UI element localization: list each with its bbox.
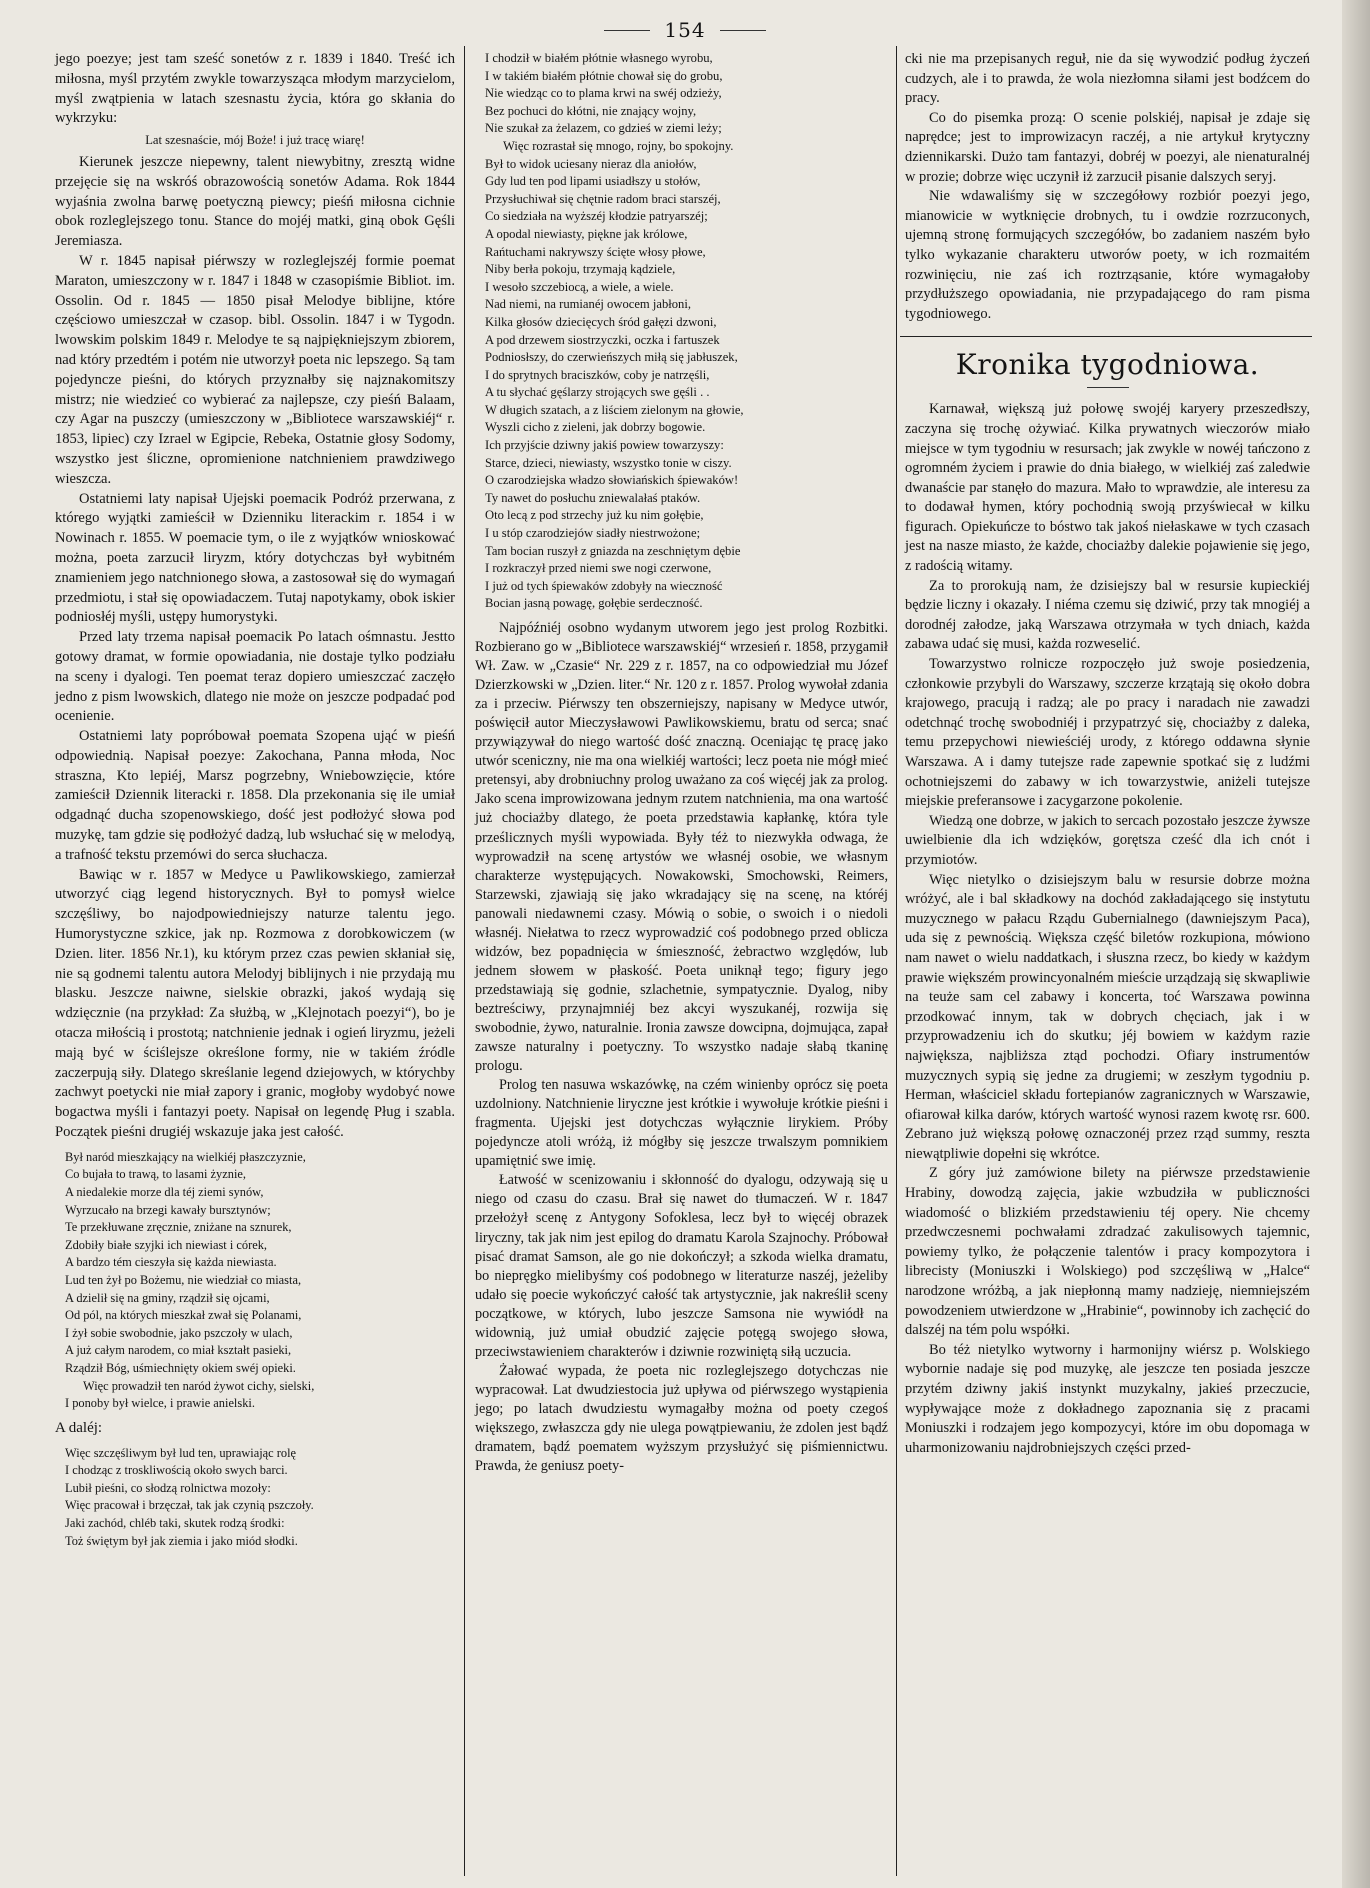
header-dash-right [720,30,766,31]
paragraph: Co do pisemka prozą: O scenie polskiéj, napisał je zdaje się naprędce; jest to improwizacyn raczéj, a nie artykuł krytyczny dziennikarski. Dużo tam fantazyi, dobréj w poezyi, ale nienaturalnéj w prozie; dobrze więc uczynił iż zarzucił pisanie dalszych seryj. [905,109,1310,185]
verse-line: Nad niemi, na rumianéj owocem jabłoni, [485,297,691,312]
verse-line: Więc szczęśliwym był lud ten, uprawiając rolę [65,1445,297,1460]
verse-line: O czarodziejska władzo słowiańskich śpiewaków! [485,473,739,488]
paragraph: W r. 1845 napisał piérwszy w rozleglejszéj formie poemat Maraton, umieszczony w r. 1847 i 1848 w czasopiśmie Bibliot. im. Ossolin. Od r. 1845 — 1850 pisał Melodye biblijne, które częściowo umieszczał w czasop. bibl. Ossolin. 1847 i w Tygodn. lwowskim polskim 1849 r. Melodye te są najpiękniejszym zbiorem, nad który przedtém i potém nie utworzył poeta nic lepszego. Są tam pojedyncze pieśni, do których przyznałby się najznakomitszy mistrz; nie wiedzieć co wybierać za najlepsze, czy pieśń Balaam, czy Agar na puszczy (umieszczony w „Bibliotece warszawskiéj“ r. 1853, lipiec) czy Izrael w Egipcie, Rebeka, Ostatnie głosy Sodomy, wszystko jest śliczne, opromienione natchnieniem prawdziwego wieszcza. [55,252,455,487]
column-divider-left [464,46,465,1876]
paragraph: Za to prorokują nam, że dzisiejszy bal w resursie kupieckiéj będzie liczny i okazały. I niéma czemu się dziwić, przy tak mnogiéj a dorodnéj załodze, jaką Warszawa otrzymała w tych dniach, każda zabawa udać się musi, każda rozweselić. [905,577,1310,653]
verse-line: Był to widok uciesany nieraz dla aniołów, [485,156,697,171]
paragraph: Z góry już zamówione bilety na piérwsze przedstawienie Hrabiny, dowodzą zajęcia, jakie wzbudziła w publiczności wiadomość o blizkiém przedstawieniu téj opery. Nie chcemy przedwczesnemi pochwałami zdradzać zakulisowych tajemnic, powiemy tylko, że połączenie talentów i pracy kompozytora i librecisty (Moniuszki i Wolskiego) pod szczęśliwą w „Halce“ narodzone wróżbą, a jak niepłonną mamy nadzieję, niemniejszém powodzeniem utwierdzone w „Hrabinie“, powinnoby ich zachęcić do dalszéj na tém polu współki. [905,1165,1310,1339]
verse-line: Gdy lud ten pod lipami usiadłszy u stołów, [485,174,701,189]
verse-line: Od pól, na których mieszkał zwał się Polanami, [65,1308,302,1323]
verse-line: Ty nawet do posłuchu zniewalałaś ptaków. [485,490,701,505]
paragraph: Kierunek jeszcze niepewny, talent niewybitny, zresztą widne przejęcie się na wskróś obrazowością sonetów Adama. Rok 1844 wyjaśnia zwolna barwę poetyczną piewcy; pieśń miłosna cichnie obok rozleglejszego tonu. Stance do mojéj matki, giną obok Gęśli Jeremiasza. [55,153,455,250]
verse-line: A bardzo tém cieszyła się każda niewiasta. [65,1255,277,1270]
page-number: 154 [664,18,706,42]
paragraph: Ostatniemi laty napisał Ujejski poemacik Podróż przerwana, z którego wyjątki zamieścił w Dzienniku literackim r. 1854 i w Nowinach r. 1855. W poemacie tym, o ile z wyjątków wnioskować można, poeta zarzucił liryzm, który dotychczas był wybitném znamieniem jego natchnionego słowa, a zastosował się do wymagań przedmiotu, i stał się opowiadaczem. Tutaj napotykamy, obok iskier podniosłéj myśli, ustępy humorystyki. [55,490,455,626]
verse-line: Niby berła pokoju, trzymają kądziele, [485,262,676,277]
continuation-label: A daléj: [55,1419,103,1436]
verse-line: Więc prowadził ten naród żywot cichy, sielski, [83,1378,315,1393]
verse-line: I żył sobie swobodnie, jako pszczoły w ulach, [65,1325,293,1340]
verse-line: Lubił pieśni, co słodzą rolnictwa mozoły: [65,1480,271,1495]
verse-line: I ponoby był wielce, i prawie anielski. [65,1396,255,1411]
verse-line: Więc rozrastał się mnogo, rojny, bo spokojny. [503,138,734,153]
paragraph: Łatwość w scenizowaniu i skłonność do dyalogu, odzywają się u niego od czasu do czasu. Brał się nawet do tłumaczeń. W r. 1847 przełożył scenę z Antygony Sofoklesa, lecz był to więcéj obrazek liryczny, tak jak nim jest epilog do dramatu Karola Szajnochy. Próbował pisać dramat Samson, ale go nie dokończył; a szkoda wielka dramatu, bo niepręgko mielibyśmy coś podobnego w literaturze naszéj, jeżeliby udało się poecie wykończyć całość tak artystycznie, jak nakreślił sceny początkowe, w których, lubo jeszcze Samsona nie wywiódł na widownią, już umiał obudzić zajęcie potęgą swojego słowa, przeciwstawieniem charakterów i dziwnie rozwiniętą siłą uczucia. [475,1172,888,1360]
verse-line: Co bujała to trawą, to lasami żyznie, [65,1167,246,1182]
paragraph: Najpóźniéj osobno wydanym utworem jego jest prolog Rozbitki. Rozbierano go w „Bibliotece warszawskiéj“ wrzesień r. 1858, przygamił Wł. Zaw. w „Czasie“ Nr. 229 z r. 1857, na co odpowiedział mu Józef Dzierzkowski w „Dzien. liter.“ Nr. 120 z r. 1857. Prolog wywołał zdania za i przeciw. Piérwszy ten obszerniejszy, napisany w Medyce utwór, poświęcił autor Mieczysławowi Pawlikowskiemu, bratu od serca; snać przywiązywał do niego wartość dość znaczną. Oceniając tę pracę jako utwór sceniczny, nie ma ona wielkiéj wartości; lecz poeta nie mógł mieć pretensyi, aby drobniuchny prolog uważano za coś więcéj jak za prolog. Jako scena improwizowana jednym rzutem natchnienia, ma ona wartość już chociażby dlatego, że poeta przedstawia kapłankę, która tyle prześlicznych myśli wypowiada. Były téż to niezwykła odwaga, że wyprowadził na scenę artystów we własnéj osobie, we własnym charakterze występujących. Nowakowski, Smochowski, Reimers, Starzewski, zjawiają się jako wkradający się na scenę, na któréj panowali niedawnemi czasy. Mówią o sobie, o swoich i o niedoli własnéj. Niełatwa to rzecz wyprowadzić coś podobnego przed oblicza widzów, bez popadnięcia w śmieszność, żebractwo względów, lub jednem słowem w płaskość. Poeta uniknął tego; figury jego przedstawiają się godnie, szlachetnie, sympatycznie. Dyalog, niby beztreściwy, przynajmniéj bez akcyi wyszukanéj, rozwija się swobodnie, żywo, naturalnie. Ironia zawsze dowcipna, dojmująca, zapał zawsze naturalny i poetyczny. To wszystko nadaje słabą tkaninę prologu. [475,620,888,1075]
verse-line: I u stóp czarodziejów siadły niestrwożone; [485,526,701,541]
verse-line: Lud ten żył po Bożemu, nie wiedział co miasta, [65,1272,302,1287]
section-title: Kronika tygodniowa. [955,348,1260,382]
paragraph: Bawiąc w r. 1857 w Medyce u Pawlikowskiego, zamierzał utworzyć ciąg legend historycznych. Był to pomysł wielce szczęśliwy, bo najodpowiedniejszy naturze talentu jego. Humorystyczne szkice, jak np. Rozmowa z dorobkowiczem (w Dzien. liter. 1856 Nr.1), ku którym przez czas pewien skłaniał się, nie są godnemi talentu autora Melodyj biblijnych i nie przydają mu blasku. Jeszcze naiwne, sielskie obrazki, jakoś wydają się wdzięcznie (na przykład: Za służbą, w „Klejnotach poezyi“), bo je otacza miłością i prostotą; natchnienie jednak i ogień liryzmu, jeżeli mają być w ściślejsze określone formy, nie w takiém źródle zaczerpują siły. Dlatego skreślanie legend dziejowych, w którychby zachwyt poetycki nie miał zapory i granic, mogłoby wydobyć nowe bogactwa myśli i fantazyi poety. Napisał on legendę Pług i szabla. Początek pieśni drugiéj wskazuje jaka jest całość. [55,866,455,1141]
verse-line: Rańtuchami nakrywszy ścięte włosy płowe, [485,244,706,259]
paragraph: Żałować wypada, że poeta nic rozleglejszego dotychczas nie wypracował. Lat dwudziestocia już upływa od piérwszego wystąpienia jego; po latach dwudziestu wymagałby można od poety czegoś większego, zwłaszcza gdy nie ulega powątpiewaniu, że zdolen jest bądź dramatem, bądź poematem wyższym przysłużyć się piśmiennictwu. Prawda, że geniusz poety- [475,1362,888,1475]
column-divider-right [896,46,897,1876]
verse-line: Podniosłszy, do czerwieńszych miłą się jabłuszek, [485,350,738,365]
paragraph: Towarzystwo rolnicze rozpoczęło już swoje posiedzenia, członkowie przybyli do Warszawy, szczerze krzątają się około dobra krajowego, pracują i radzą; ale po pracy i naradach nie zawadzi odetchnąć trochę swobodniéj i przypatrzyć się, chociażby z daleka, temu przepychowi niewieściéj urody, z którego oddawna słynie Warszawa. A i damy tutejsze rade zapewnie spotkać się z ludźmi ochotniejszemi do zabawy w ich towarzystwie, aniżeli tutejsze miejskie preferansowe i zacygarzone pokolenie. [905,656,1310,810]
verse-line: Oto lecą z pod strzechy już ku nim gołębie, [485,508,704,523]
verse-line: Wyrzucało na brzegi kawały bursztynów; [65,1202,271,1217]
verse-line: A niedalekie morze dla téj ziemi synów, [65,1185,264,1200]
verse-line: I chodził w białém płótnie własnego wyrobu, [485,51,713,65]
paragraph: jego poezye; jest tam sześć sonetów z r. 1839 i 1840. Treść ich miłosna, myśl przytém zwykle towarzysząca młodym marzycielom, myśl zwątpienia w latach szesnastu życia, która go skłania do wykrzyku: [55,51,455,127]
verse-line: Toż świętym był jak ziemia i jako miód słodki. [65,1533,298,1548]
verse-line: Wyszli cicho z zieleni, jak dobrzy bogowie. [485,420,706,435]
verse-line: I chodząc z troskliwością około swych barci. [65,1463,288,1478]
title-dash [1087,387,1129,388]
verse-line: Bez pochuci do kłótni, nie znający wojny, [485,103,697,118]
verse-line: I do sprytnych braciszków, coby je natrzęśli, [485,367,710,382]
verse-line: Nie wiedząc co to plama krwi na swéj odzieży, [485,86,722,101]
verse-line: A tu słychać gęślarzy strojących swe gęśli . . [485,385,710,400]
paragraph: Nie wdawaliśmy się w szczegółowy rozbiór poezyi jego, mianowicie w wytknięcie drobnych, tu i owdzie rozrzuconych, ujemną stronę formujących szczegółów, bo zadaniem naszém było tylko wykazanie charakteru utworów poety, w ich rozmaitém rozwinięciu, nie zaś ich roztrząsanie, które wymagałoby przydłuższego opowiadania, nie przypadającego do ram pisma tygodniowego. [905,188,1310,322]
middle-column [475,50,888,1476]
verse-line: Przysłuchiwał się chętnie radom braci starszéj, [485,191,721,206]
section-rule [900,336,1312,337]
verse-line: Bocian jasną powagę, gołębie serdeczność. [485,596,703,611]
paragraph: Prolog ten nasuwa wskazówkę, na czém winienby oprócz się poeta uzdolniony. Natchnienie liryczne jest krótkie i wywołuje krótkie pieśni i fragmenta. Ujejski jest dotychczas wyłącznie lirykiem. Próby pojedyncze atoli wróżą, iż mógłby się jeszcze trwalszym pomnikiem upamiętnić swe imię. [475,1077,888,1170]
paragraph: Bo téż nietylko wytworny i harmonijny wiérsz p. Wolskiego wybornie nadaje się pod muzykę, ale jeszcze ten posiada jeszcze przytém dziwny jakiś instynkt muzykalny, jakieś przeczucie, wypływające może z dokładnego zapoznania się z pracami Moniuszki i rodzajem jego kompozycyi, które im obu dopomaga w uharmonizowaniu najdrobniejszych części przed- [905,1341,1310,1456]
paragraph: Przed laty trzema napisał poemacik Po latach ośmnastu. Jestto gotowy dramat, w formie opowiadania, nie dostaje tylko podziału na sceny i dyalogi. Ten poemat teraz dopiero umieszczać zaczęło jedno z pism lwowskich, dlatego nie może on jeszcze podpadać pod ocenienie. [55,629,455,725]
verse-line: Więc pracował i brzęczał, tak jak czynią pszczoły. [65,1498,314,1513]
verse-line: A opodal niewiasty, piękne jak królowe, [485,226,688,241]
page-header [0,18,1370,42]
verse-line: Kilka głosów dziecięcych śród gałęzi dzwoni, [485,314,717,329]
paragraph: Ostatniemi laty popróbował poemata Szopena ująć w pieśń odpowiednią. Napisał poezye: Zakochana, Panna młoda, Noc straszna, Kto lepiéj, Marsz pogrzebny, Wniebowzięcie, które zamieścił Dziennik literacki r. 1858. Dla przekonania się ile umiał odgadnąć ducha szopenowskiego, dość jest podłożyć słowa pod muzykę, tam gdzie się podłożyć dadzą, lub wsłuchać się w melodyą, a trafność tekstu przemówi do serca słuchacza. [55,728,455,863]
verse-line: A pod drzewem siostrzyczki, oczka i fartuszek [485,332,720,347]
paragraph: cki nie ma przepisanych reguł, nie da się wywodzić podług życzeń cudzych, ale i to prawda, że wola niezłomna siłami jest bodźcem do pracy. [905,51,1310,107]
page-edge-shadow [1342,0,1370,1888]
verse-line: A dzielił się na gminy, rządził się ojcami, [65,1290,270,1305]
verse-line: Zdobiły białe szyjki ich niewiast i córek, [65,1237,267,1252]
verse-block [55,1445,455,1551]
verse-line: Nie szukał za żelazem, co gdzieś w ziemi leży; [485,121,722,136]
paragraph: Więc nietylko o dzisiejszym balu w resursie dobrze można wróżyć, ale i bal składkowy na dochód zakładającego się instytutu muzycznego w pałacu Rządu Gubernialnego (dawniejszym Paca), uda się z pewnością. Większa część biletów rozkupiona, mówiono nam nawet o wielu naddatkach, i słuszna rzecz, bo kiedy w każdym prawie większém prowincyonalném mieście urządzają się skwapliwie na teuże sam cel zabawy i koncerta, toć Warszawa powinna przodkować innym, tak w dobrych chęciach, jak i w przyprowadzeniu ich do skutku; jéj bowiem w każdym razie największa, najbliższa ztąd pochodzi. Ofiary instrumentów muzycznych sypią się jedne za drugiemi; w zeszłym tygodniu p. Herman, właściciel składu fortepianów zagranicznych w Warszawie, ofiarował kilka darów, których wartość wynosi razem kwotę rsr. 600. Zebrano już większą połowę oznaczonéj przez rząd summy, reszta niewątpliwie dopełni się wkrótce. [905,871,1310,1162]
verse-line: Był naród mieszkający na wielkiéj płaszczyznie, [65,1149,306,1164]
quote-line: Lat szesnaście, mój Boże! i już tracę wiarę! [145,133,365,148]
verse-line: Co siedziała na wyższéj kłodzie patryarszéj; [485,209,708,224]
verse-line: Jaki zachód, chléb taki, skutek rodzą środki: [65,1515,285,1530]
header-dash-left [604,30,650,31]
verse-line: W długich szatach, a z liściem zielonym na głowie, [485,402,744,417]
verse-line: Ich przyjście dziwny jakiś powiew towarzyszy: [485,438,724,453]
paragraph: Karnawał, większą już połowę swojéj karyery przeszedłszy, zaczyna się trochę ożywiać. Kilka prywatnych wieczorów miało miejsce w tym tygodniu w resursach; jak zwykle w nowéj tańczono z ogromném życiem i prawie do dnia białego, w wielkiéj zaś zaledwie dwanaście par stanęło do mazura. Mało to wprawdzie, ale interesu za to dodawał hymen, który pochodnią swoją przyświecał w kilku figurach. Opiekuńcze to bóstwo tak jakoś niełaskawe w tych czasach jest na nasze miasto, że każde, chociażby dalekie pojawienie się jego, z radością witamy. [905,401,1310,575]
verse-line: A już całym narodem, co miał kształt pasieki, [65,1343,292,1358]
verse-block [55,1149,455,1413]
verse-line: Tam bocian ruszył z gniazda na zeschniętym dębie [485,543,741,558]
right-column [905,50,1310,1458]
verse-line: Rządził Bóg, uśmiechnięty okiem swéj opieki. [65,1360,296,1375]
verse-line: Starce, dzieci, niewiasty, wszystko tonie w ciszy. [485,455,732,470]
verse-line: I rozkraczył przed niemi swe nogi czerwone, [485,561,712,576]
verse-line: I wesoło szczebiocą, a wiele, a wiele. [485,279,674,294]
left-column [55,50,455,1556]
verse-line: Te przekłuwane zręcznie, zniżane na sznurek, [65,1220,292,1235]
verse-block [475,50,888,613]
verse-line: I już od tych śpiewaków zdobyły na wieczność [485,578,723,593]
paragraph: Wiedzą one dobrze, w jakich to sercach pozostało jeszcze żywsze uwielbienie dla ich wdzięków, gorętsza cześć dla ich cnót i przymiotów. [905,812,1310,868]
verse-line: I w takiém białém płótnie chował się do grobu, [485,68,723,83]
